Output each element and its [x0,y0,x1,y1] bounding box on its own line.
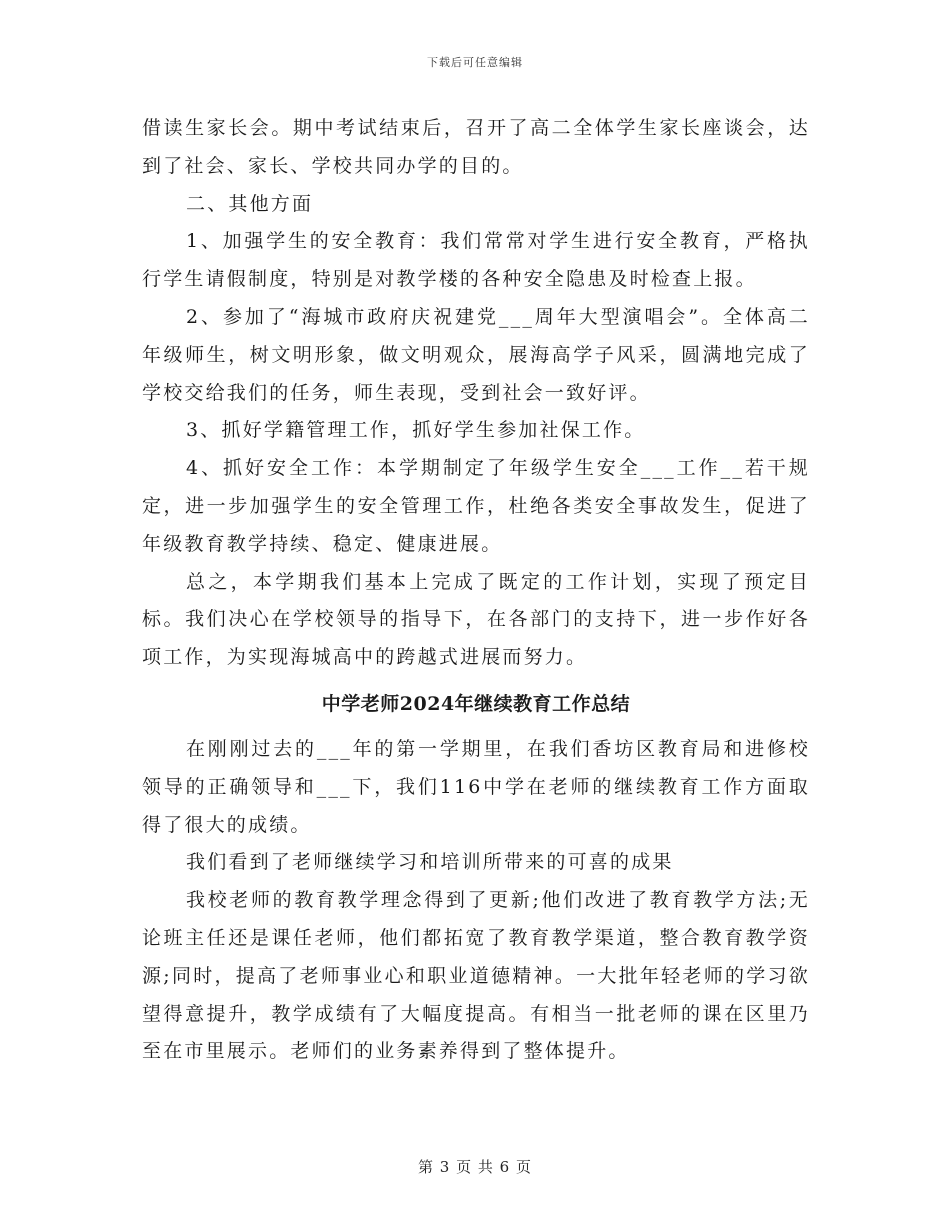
paragraph-item-2: 2、参加了“海城市政府庆祝建党___周年大型演唱会”。全体高二年级师生，树文明形象，做文明观众，展海高学子风采，圆满地完成了学校交给我们的任务，师生表现，受到社会一致好评。 [142,305,810,404]
paragraph-continuation: 借读生家长会。期中考试结束后，召开了高二全体学生家长座谈会，达到了社会、家长、学校共同办学的目的。 [142,117,810,177]
section-heading-other: 二、其他方面 [186,192,314,215]
paragraph-conclusion: 总之，本学期我们基本上完成了既定的工作计划，实现了预定目标。我们决心在学校领导的指导下，在各部门的支持下，进一步作好各项工作，为实现海城高中的跨越式进展而努力。 [142,570,810,669]
paragraph-item-3: 3、抓好学籍管理工作，抓好学生参加社保工作。 [186,419,646,442]
document-body [142,110,810,1071]
paragraph-item-1: 1、加强学生的安全教育：我们常常对学生进行安全教育，严格执行学生请假制度，特别是对教学楼的各种安全隐患及时检查上报。 [142,230,810,291]
paragraph-results-lead: 我们看到了老师继续学习和培训所带来的可喜的成果 [186,851,674,874]
paragraph-item-4: 4、抓好安全工作：本学期制定了年级学生安全___工作__若干规定，进一步加强学生的安全管理工作，杜绝各类安全事故发生，促进了年级教育教学持续、稳定、健康进展。 [142,457,810,555]
paragraph-results-detail: 我校老师的教育教学理念得到了更新;他们改进了教育教学方法;无论班主任还是课任老师，他们都拓宽了教育教学渠道，整合教育教学资源;同时，提高了老师事业心和职业道德精神。一大批年轻老师的学习欲望得意提升，教学成绩有了大幅度提高。有相当一批老师的课在区里乃至在市里展示。老师们的业务素养得到了整体提升。 [142,889,810,1063]
document-section-title: 中学老师2024年继续教育工作总结 [321,692,631,715]
paragraph-intro: 在刚刚过去的___年的第一学期里，在我们香坊区教育局和进修校领导的正确领导和___下，我们116中学在老师的继续教育工作方面取得了很大的成绩。 [142,737,810,836]
page-number: 第 3 页 共 6 页 [418,1158,532,1176]
header-note: 下载后可任意编辑 [427,56,523,69]
